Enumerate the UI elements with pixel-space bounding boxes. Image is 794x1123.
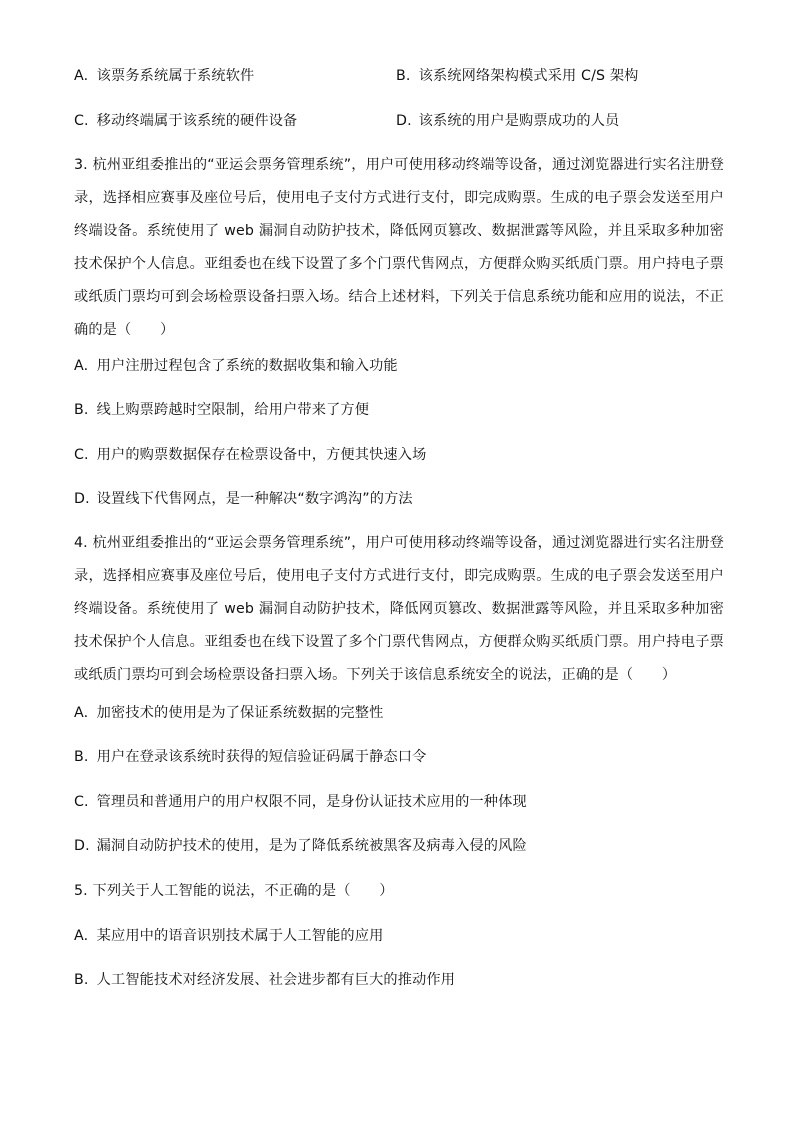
option-letter: D.	[74, 491, 90, 507]
option-text: 移动终端属于该系统的硬件设备	[96, 113, 298, 129]
option-letter: B.	[74, 402, 89, 418]
q2-option-b	[396, 66, 726, 86]
option-text: 该系统网络架构模式采用 C/S 架构	[418, 68, 639, 84]
option-text: 用户在登录该系统时获得的短信验证码属于静态口令	[96, 749, 427, 765]
option-text: 用户注册过程包含了系统的数据收集和输入功能	[96, 358, 398, 374]
q5-stem: 5. 下列关于人工智能的说法，不正确的是（ ）	[74, 883, 394, 899]
option-letter: A.	[74, 705, 89, 721]
q4-option-d	[74, 836, 724, 856]
option-letter: A.	[74, 928, 89, 944]
option-text: 人工智能技术对经济发展、社会进步都有巨大的推动作用	[96, 972, 456, 988]
q3-option-a	[74, 356, 724, 376]
option-letter: C.	[74, 113, 89, 129]
option-text: 漏洞自动防护技术的使用，是为了降低系统被黑客及病毒入侵的风险	[96, 838, 527, 854]
option-text: 设置线下代售网点，是一种解决“数字鸿沟”的方法	[96, 491, 413, 507]
option-letter: C.	[74, 447, 89, 463]
option-text: 该系统的用户是购票成功的人员	[418, 113, 620, 129]
option-letter: A.	[74, 68, 89, 84]
option-text: 管理员和普通用户的用户权限不同，是身份认证技术应用的一种体现	[96, 794, 527, 810]
q3-option-d	[74, 489, 724, 509]
q3-stem: 3. 杭州亚组委推出的“亚运会票务管理系统”，用户可使用移动终端等设备，通过浏览器进行实名注册登录，选择相应赛事及座位号后，使用电子支付方式进行支付，即完成购票。生成的电子票会发送至用户终端设备。系统使用了 web 漏洞自动防护技术，降低网页篡改、数据泄露等风险，并且采取多种加密技术保护个人信息。亚组委也在线下设置了多个门票代售网点，方便群众购买纸质门票。用户持电子票或纸质门票均可到会场检票设备扫票入场。结合上述材料，下列关于信息系统功能和应用的说法，不正确的是（ ）	[74, 157, 725, 338]
option-letter: B.	[396, 68, 411, 84]
option-letter: B.	[74, 972, 89, 988]
option-text: 某应用中的语音识别技术属于人工智能的应用	[96, 928, 384, 944]
q3-option-c	[74, 445, 724, 465]
option-text: 用户的购票数据保存在检票设备中，方便其快速入场	[96, 447, 427, 463]
option-text: 该票务系统属于系统软件	[96, 68, 255, 84]
option-letter: A.	[74, 358, 89, 374]
q4-option-a	[74, 703, 724, 723]
option-letter: C.	[74, 794, 89, 810]
q5-option-b	[74, 970, 724, 990]
q4-stem: 4. 杭州亚组委推出的“亚运会票务管理系统”，用户可使用移动终端等设备，通过浏览器进行实名注册登录，选择相应赛事及座位号后，使用电子支付方式进行支付，即完成购票。生成的电子票会发送至用户终端设备。系统使用了 web 漏洞自动防护技术，降低网页篡改、数据泄露等风险，并且采取多种加密技术保护个人信息。亚组委也在线下设置了多个门票代售网点，方便群众购买纸质门票。用户持电子票或纸质门票均可到会场检票设备扫票入场。下列关于该信息系统安全的说法，正确的是（ ）	[74, 535, 725, 683]
q5-option-a	[74, 926, 724, 946]
option-text: 加密技术的使用是为了保证系统数据的完整性	[96, 705, 384, 721]
option-text: 线上购票跨越时空限制，给用户带来了方便	[96, 402, 370, 418]
q4-option-c	[74, 792, 724, 812]
q3-option-b	[74, 400, 724, 420]
option-letter: D.	[396, 113, 412, 129]
option-letter: D.	[74, 838, 90, 854]
q2-option-d	[396, 111, 726, 131]
option-letter: B.	[74, 749, 89, 765]
q4-option-b	[74, 747, 724, 767]
